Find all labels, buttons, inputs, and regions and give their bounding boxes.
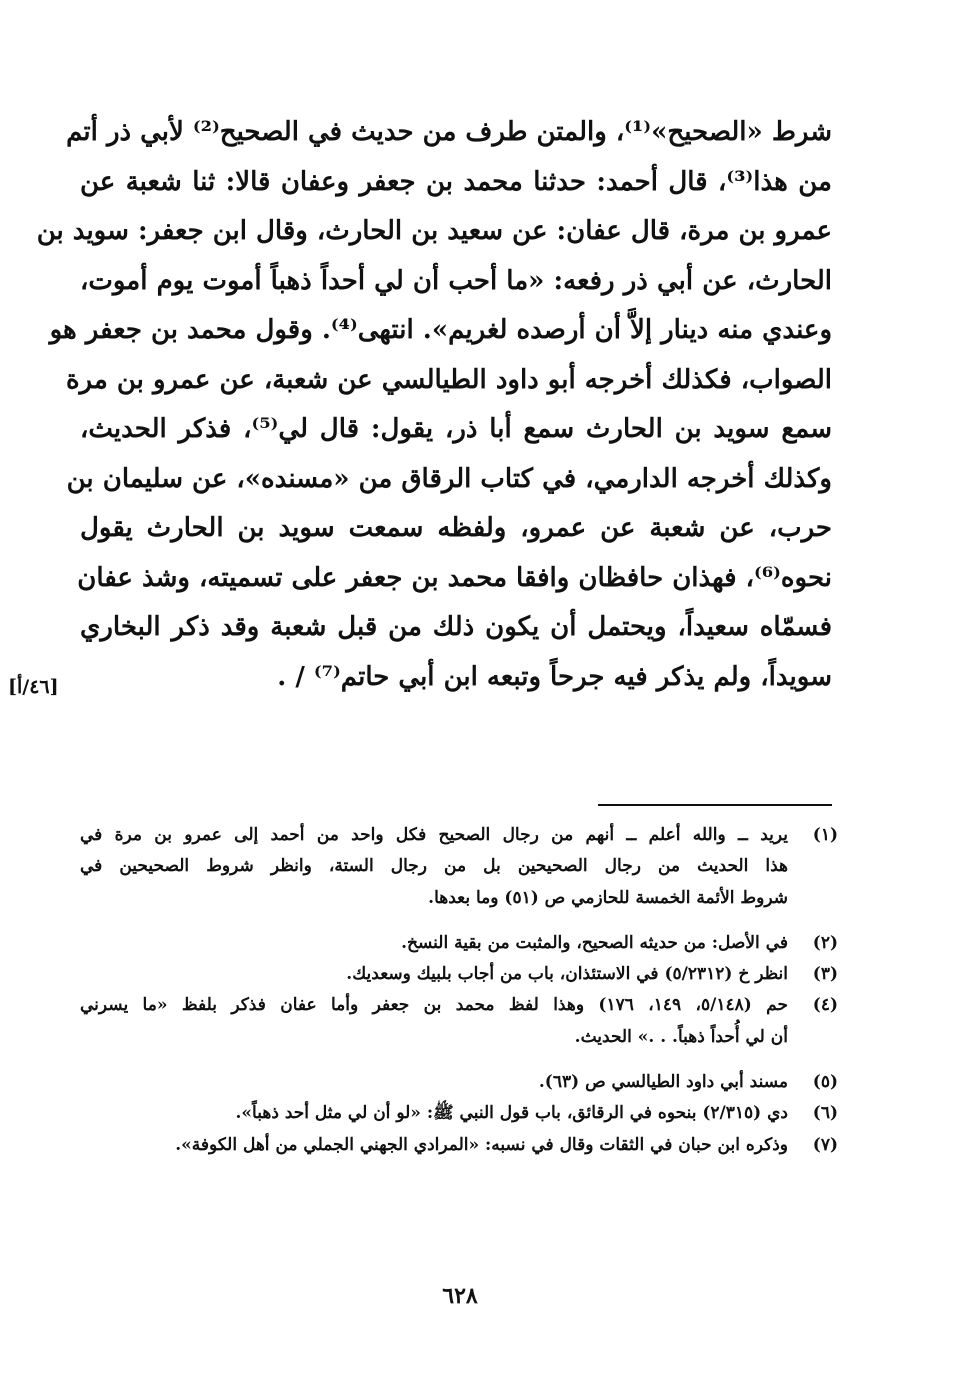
footnote-number: (٤) bbox=[812, 995, 838, 1016]
footnote-text bbox=[80, 959, 788, 990]
footnote-line: يريد ــ والله أعلم ــ أنهم من رجال الصحيح فكل واحد من أحمد إلى عمرو بن مرة في bbox=[80, 825, 788, 845]
footnote-text bbox=[80, 820, 788, 914]
footnote-line: مسند أبي داود الطيالسي ص (٦٣). bbox=[538, 1072, 788, 1093]
footnote-text bbox=[80, 1098, 788, 1129]
footnote-line: دي (٢/٣١٥) بنحوه في الرقائق، باب قول النبي ﷺ: «لو أن لي مثل أحد ذهباً». bbox=[235, 1103, 788, 1124]
main-text-line: سمع سويد بن الحارث سمع أبا ذر، يقول: قال لي⁽⁵⁾، فذكر الحديث، bbox=[80, 414, 832, 444]
footnote-number: (١) bbox=[812, 825, 838, 845]
footnote-number: (٦) bbox=[812, 1103, 838, 1124]
footnote-number: (٣) bbox=[812, 964, 838, 985]
main-text-line: فسمّاه سعيداً، ويحتمل أن يكون ذلك من قبل شعبة وقد ذكر البخاري bbox=[80, 612, 832, 642]
footnote-5 bbox=[80, 1067, 838, 1098]
footnote-text bbox=[80, 1067, 788, 1098]
footnote-text bbox=[80, 928, 788, 959]
main-text-line: عمرو بن مرة، قال عفان: عن سعيد بن الحارث، وقال ابن جعفر: سويد بن bbox=[36, 216, 832, 246]
main-text-line: سويداً، ولم يذكر فيه جرحاً وتبعه ابن أبي حاتم⁽⁷⁾ / . bbox=[277, 661, 832, 692]
page-number: ٦٢٨ bbox=[442, 1283, 478, 1309]
footnote-number: (٧) bbox=[812, 1134, 838, 1155]
footnote-line: هذا الحديث من رجال الصحيحين بل من رجال الستة، وانظر شروط الصحيحين في bbox=[80, 856, 788, 877]
footnote-line: في الأصل: من حديثه الصحيح، والمثبت من بقية النسخ. bbox=[401, 932, 788, 953]
footnote-line: حم (٥/١٤٨، ١٤٩، ١٧٦) وهذا لفظ محمد بن جعفر وأما عفان فذكر بلفظ «ما يسرني bbox=[80, 995, 789, 1016]
footnote-1 bbox=[80, 820, 838, 914]
footnote-line: وذكره ابن حبان في الثقات وقال في نسبه: «المرادي الجهني الجملي من أهل الكوفة». bbox=[175, 1134, 788, 1155]
footnote-number: (٥) bbox=[812, 1072, 838, 1093]
footnote-line: انظر خ (٥/٢٣١٢) في الاستئذان، باب من أجاب بلبيك وسعديك. bbox=[346, 964, 788, 985]
footnotes-section bbox=[80, 820, 838, 1161]
footnote-spacer bbox=[80, 1053, 838, 1067]
footnote-4 bbox=[80, 990, 838, 1053]
main-text-line: حرب، عن شعبة عن عمرو، ولفظه سمعت سويد بن الحارث يقول bbox=[80, 513, 832, 543]
main-text-line: من هذا⁽³⁾، قال أحمد: حدثنا محمد بن جعفر وعفان قالا: ثنا شعبة عن bbox=[80, 166, 832, 197]
footnote-6 bbox=[80, 1098, 838, 1129]
main-text-line: وعندي منه دينار إلاَّ أن أرصده لغريم». انتهى⁽⁴⁾. وقول محمد بن جعفر هو bbox=[49, 315, 832, 345]
main-text-line: الصواب، فكذلك أخرجه أبو داود الطيالسي عن شعبة، عن عمرو بن مرة bbox=[65, 364, 832, 395]
main-text-line: نحوه⁽⁶⁾، فهذان حافظان وافقا محمد بن جعفر على تسميته، وشذ عفان bbox=[77, 562, 832, 593]
main-text-line: الحارث، عن أبي ذر رفعه: «ما أحب أن لي أحداً ذهباً أموت يوم أموت، bbox=[80, 265, 832, 296]
footnote-3 bbox=[80, 959, 838, 990]
footnote-2 bbox=[80, 928, 838, 959]
footnote-line: شروط الأئمة الخمسة للحازمي ص (٥١) وما بعدها. bbox=[428, 887, 788, 908]
main-text-block bbox=[36, 108, 832, 702]
footnote-7 bbox=[80, 1130, 838, 1161]
manuscript-folio-reference: [٤٦/أ] bbox=[8, 676, 59, 698]
footnote-text bbox=[80, 990, 788, 1053]
main-text-line: وكذلك أخرجه الدارمي، في كتاب الرقاق من «مسنده»، عن سليمان بن bbox=[66, 463, 832, 494]
footnote-number: (٢) bbox=[812, 932, 838, 953]
footnote-line: أن لي أُحداً ذهباً. . .» الحديث. bbox=[574, 1026, 788, 1047]
main-text-line: شرط «الصحيح»⁽¹⁾، والمتن طرف من حديث في الصحيح⁽²⁾ لأبي ذر أتم bbox=[66, 117, 832, 147]
footnote-separator bbox=[598, 804, 832, 806]
footnote-spacer bbox=[80, 914, 838, 928]
footnote-text bbox=[80, 1130, 788, 1161]
